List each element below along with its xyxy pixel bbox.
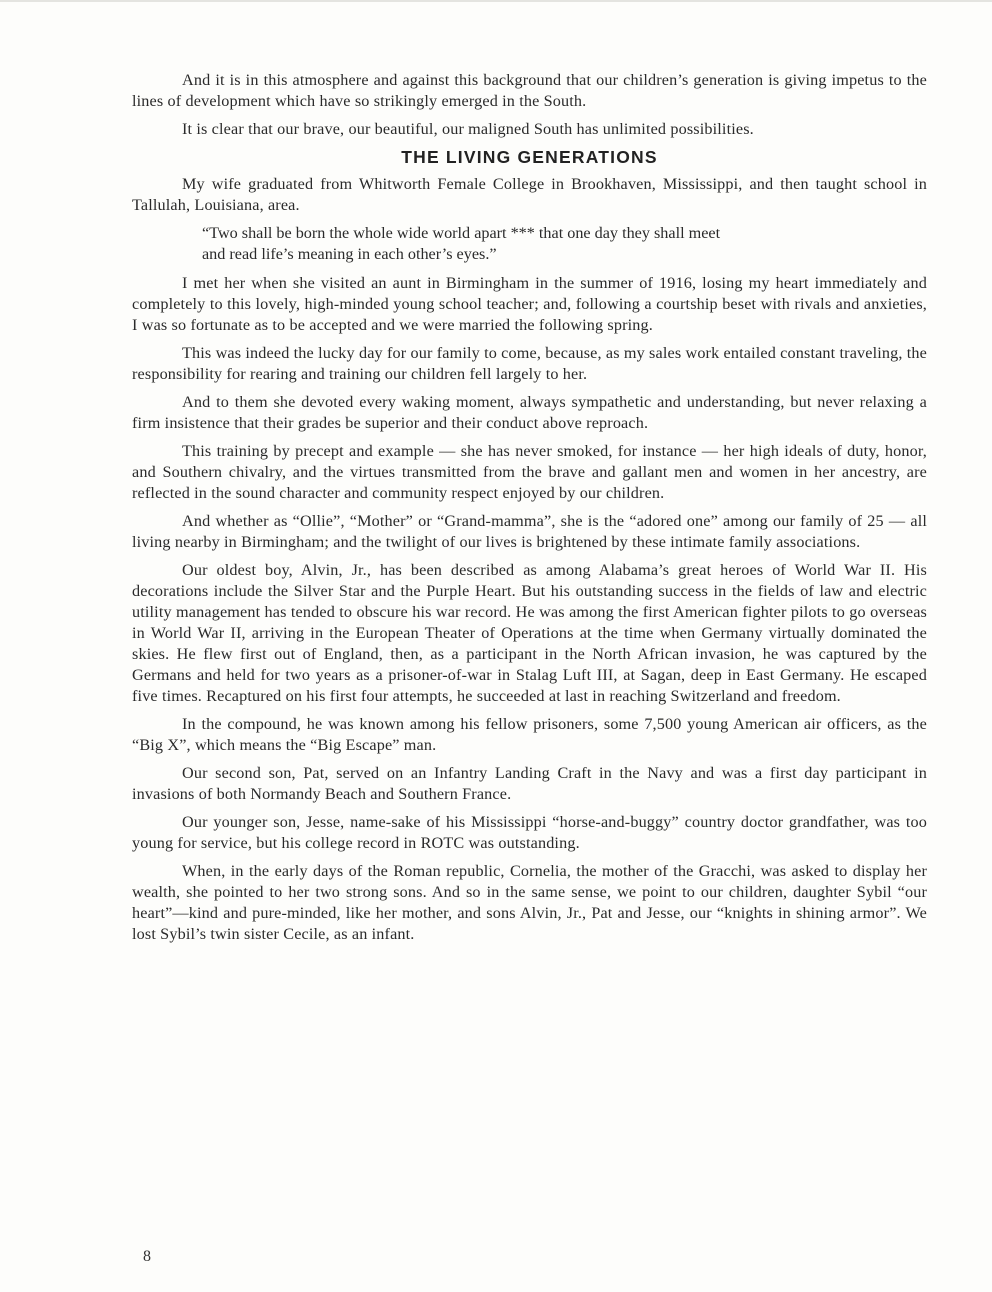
poem-quote xyxy=(202,223,927,265)
body-paragraph-pat: Our second son, Pat, served on an Infantry Landing Craft in the Navy and was a first day participant in invasions of both Normandy Beach and Southern France. xyxy=(132,764,927,803)
body-paragraph-cornelia: When, in the early days of the Roman republic, Cornelia, the mother of the Gracchi, was asked to display her wealth, she pointed to her two strong sons. And so in the same sense, we point to our children, daughter Sybil “our heart”—kind and pure-minded, like her mother, and sons Alvin, Jr., Pat and Jesse, our “knights in shining armor”. We lost Sybil’s twin sister Cecile, as an infant. xyxy=(132,862,927,943)
poem-line-1: “Two shall be born the whole wide world apart *** that one day they shall meet xyxy=(202,224,721,242)
body-paragraph-alvin: Our oldest boy, Alvin, Jr., has been described as among Alabama’s great heroes of World War II. His decorations include the Silver Star and the Purple Heart. But his outstanding success in the fields of law and electric utility management has tended to obscure his war record. He was among the first American fighter pilots to go overseas in World War II, arriving in the European Theater of Operations at the time when Germany virtually dominated the skies. He flew first out of England, then, as a participant in the North African invasion, he was captured by the Germans and held for two years as a prisoner-of-war in Stalag Luft III, at Sagan, deep in East Germany. He escaped five times. Recaptured on his first four attempts, he succeeded at last in reaching Switzerland and freedom. xyxy=(132,561,927,705)
body-paragraph-devotion: And to them she devoted every waking moment, always sympathetic and understanding, but never relaxing a firm insistence that their grades be superior and their conduct above reproach. xyxy=(132,393,927,432)
body-paragraph-ollie: And whether as “Ollie”, “Mother” or “Grand-mamma”, she is the “adored one” among our family of 25 — all living nearby in Birmingham; and the twilight of our lives is brightened by these intimate family associations. xyxy=(132,512,927,551)
page-edge xyxy=(0,0,992,2)
body-paragraph-jesse: Our younger son, Jesse, name-sake of his Mississippi “horse-and-buggy” country doctor grandfather, was too young for service, but his college record in ROTC was outstanding. xyxy=(132,813,927,852)
body-paragraph-meeting: I met her when she visited an aunt in Birmingham in the summer of 1916, losing my heart immediately and completely to this lovely, high-minded young school teacher; and, following a courtship beset with rivals and anxieties, I was so fortunate as to be accepted and we were married the following spring. xyxy=(132,274,927,334)
body-paragraph-training: This training by precept and example — she has never smoked, for instance — her high ideals of duty, honor, and Southern chivalry, and the virtues transmitted from the brave and gallant men and women in her ancestry, are reflected in the sound character and community respect enjoyed by our children. xyxy=(132,442,927,502)
section-heading: THE LIVING GENERATIONS xyxy=(401,147,658,167)
page-number: 8 xyxy=(143,1248,151,1265)
intro-paragraph-1: And it is in this atmosphere and against this background that our children’s generation is giving impetus to the lines of development which have so strikingly emerged in the South. xyxy=(132,71,927,110)
body-paragraph-lucky-day: This was indeed the lucky day for our family to come, because, as my sales work entailed constant traveling, the responsibility for rearing and training our children fell largely to her. xyxy=(132,344,928,383)
wife-paragraph: My wife graduated from Whitworth Female College in Brookhaven, Mississippi, and then taught school in Tallulah, Louisiana, area. xyxy=(132,175,927,214)
document-page xyxy=(132,70,927,952)
body-paragraph-compound: In the compound, he was known among his fellow prisoners, some 7,500 young American air officers, as the “Big X”, which means the “Big Escape” man. xyxy=(132,715,927,754)
poem-line-2: and read life’s meaning in each other’s eyes.” xyxy=(202,245,497,263)
intro-paragraph-2: It is clear that our brave, our beautiful, our maligned South has unlimited possibilities. xyxy=(182,120,754,138)
